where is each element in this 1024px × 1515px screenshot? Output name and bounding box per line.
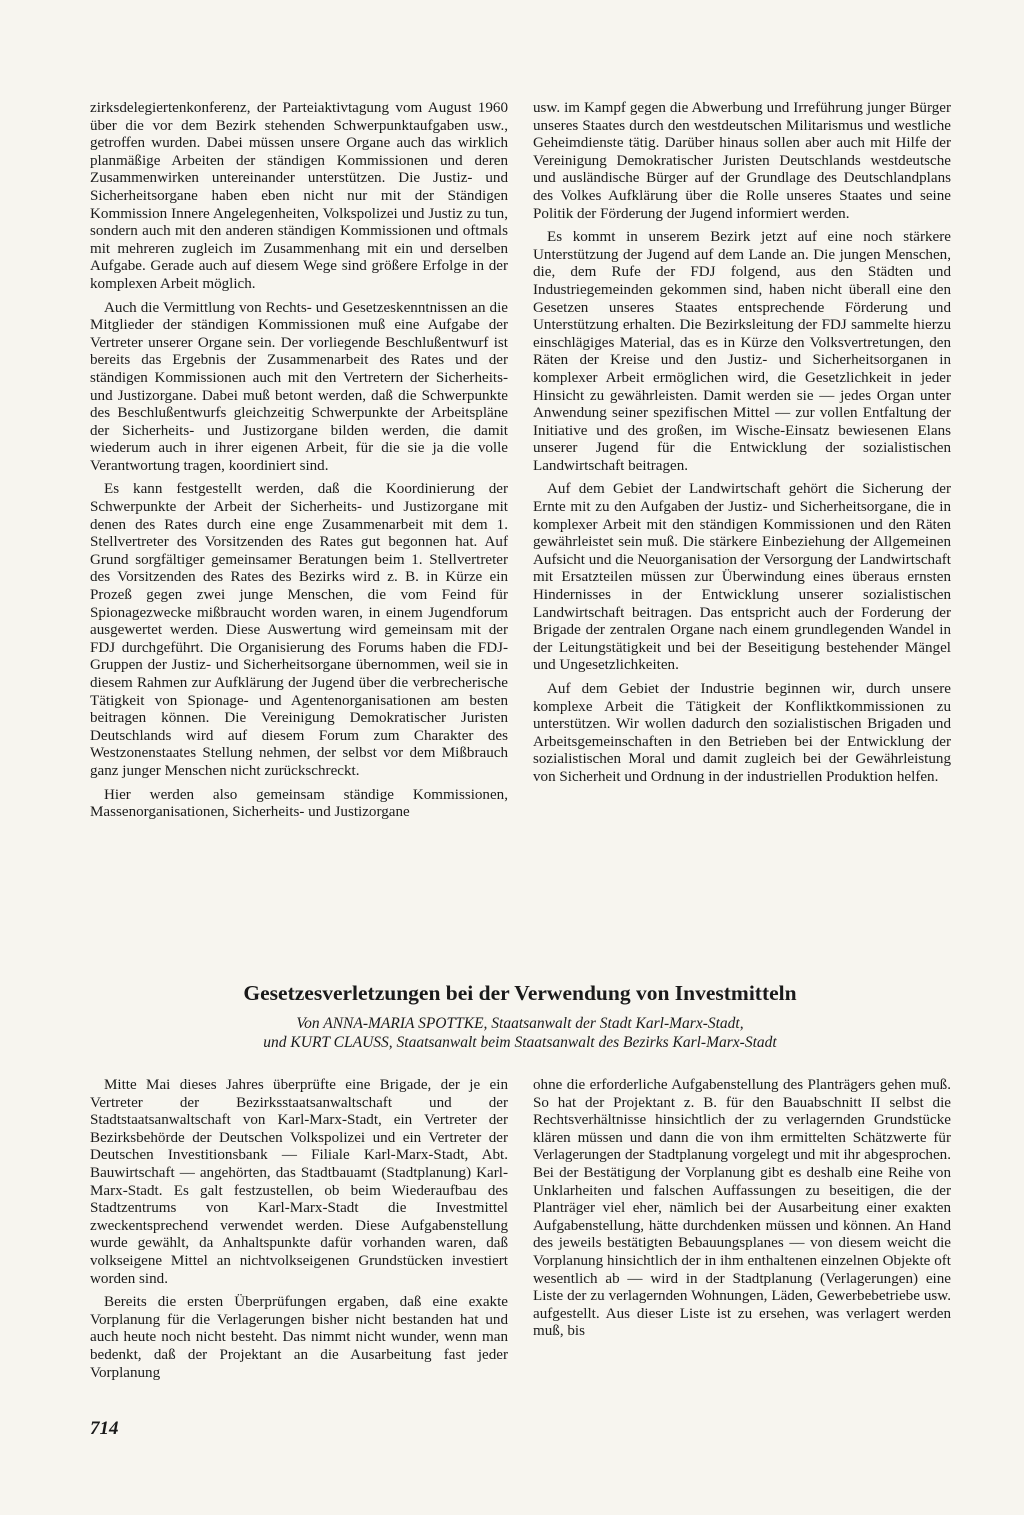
paragraph: Bereits die ersten Überprüfungen ergaben, daß eine exakte Vorplanung für die Verlagerungen bisher nicht bestanden hat und auch heute noch nicht besteht. Das nimmt nicht wunder, wenn man bedenkt, daß der Projektant an die Ausarbeitung fast jeder Vorplanung: [90, 1294, 508, 1381]
paragraph: Auf dem Gebiet der Industrie beginnen wir, durch unsere komplexe Arbeit die Tätigkeit der Konfliktkommissionen zu unterstützen. Wir wollen dadurch den sozialistischen Brigaden und Arbeitsgemeinschaften in den Betrieben bei der Entwicklung der sozialistischen Moral und damit zugleich bei der Gewährleistung von Sicherheit und Ordnung in der industriellen Produktion helfen.: [533, 681, 951, 785]
paragraph: Auch die Vermittlung von Rechts- und Gesetzeskenntnissen an die Mitglieder der ständigen Kommissionen muß eine Aufgabe der Vertreter unserer Organe sein. Der vorliegende Beschlußentwurf ist bereits das Ergebnis der Zusammenarbeit des Rates und der ständigen Kommissionen auch mit den Vertretern der Sicherheits- und Justizorgane. Dabei muß betont werden, daß die Schwerpunkte des Beschlußentwurfs gleichzeitig Schwerpunkte der Arbeitspläne der Sicherheits- und Justizorgane bilden werden, die damit wiederum auch in ihrer eigenen Arbeit, für die sie ja die volle Verantwortung tragen, koordiniert sind.: [90, 299, 508, 474]
paragraph: Auf dem Gebiet der Landwirtschaft gehört die Sicherung der Ernte mit zu den Aufgaben der Justiz- und Sicherheitsorgane, die in komplexer Arbeit mit den ständigen Kommissionen und den Räten gewährleistet sein muß. Die stärkere Einbeziehung der Allgemeinen Aufsicht und die Neuorganisation der Versorgung der Landwirtschaft mit Ersatzteilen müssen zur Überwindung eines überaus ernsten Hindernisses in der Entwicklung unserer sozialistischen Landwirtschaft beitragen. Das entspricht auch der Forderung der Brigade der zentralen Organe nach einem grundlegenden Wandel in der Leitungstätigkeit und bei der Beseitigung bestehender Mängel und Ungesetzlichkeiten.: [533, 481, 951, 674]
paragraph: usw. im Kampf gegen die Abwerbung und Irreführung junger Bürger unseres Staates durch den westdeutschen Militarismus und westliche Geheimdienste tätig. Darüber hinaus sollen aber auch mit Hilfe der Vereinigung Demokratischer Juristen Deutschlands westdeutsche und ausländische Bürger auf der Grundlage des Deutschlandplans des Volkes Aufklärung über die Rolle unseres Staates und seine Politik der Förderung der Jugend informiert werden.: [533, 100, 951, 222]
paragraph: Hier werden also gemeinsam ständige Kommissionen, Massenorganisationen, Sicherheits- und Justizorgane: [90, 786, 508, 821]
article-title: Gesetzesverletzungen bei der Verwendung von Investmitteln: [243, 981, 797, 1005]
article-left-column: [90, 1077, 508, 1388]
article-byline: und KURT CLAUSS, Staatsanwalt beim Staatsanwalt des Bezirks Karl-Marx-Stadt: [263, 1034, 777, 1051]
paragraph: Es kann festgestellt werden, daß die Koordinierung der Schwerpunkte der Arbeit der Sicherheits- und Justizorgane mit denen des Rates durch eine enge Zusammenarbeit mit dem 1. Stellvertreter des Vorsitzenden des Rates gut begonnen hat. Auf Grund sorgfältiger gemeinsamer Beratungen beim 1. Stellvertreter des Vorsitzenden des Rates des Bezirks wird z. B. in Kürze ein Prozeß gegen zwei junge Menschen, die vom Feind für Spionagezwecke mißbraucht worden waren, in einem Jugendforum ausgewertet werden. Diese Auswertung wird gemeinsam mit der FDJ durchgeführt. Die Organisierung des Forums haben die FDJ-Gruppen der Justiz- und Sicherheitsorgane übernommen, weil sie in diesem Rahmen zur Aufklärung der Jugend über die verbrecherische Tätigkeit von Spionage- und Agentenorganisationen am besten beitragen können. Die Vereinigung Demokratischer Juristen Deutschlands wird auf diesem Forum zum Charakter des Westzonenstaates Stellung nehmen, der selbst vor dem Mißbrauch ganz junger Menschen nicht zurückschreckt.: [90, 481, 508, 779]
paragraph: Mitte Mai dieses Jahres überprüfte eine Brigade, der je ein Vertreter der Bezirksstaatsanwaltschaft und der Stadtstaatsanwaltschaft von Karl-Marx-Stadt, ein Vertreter der Bezirksbehörde der Deutschen Volkspolizei und ein Vertreter der Deutschen Investitionsbank — Filiale Karl-Marx-Stadt, Abt. Bauwirtschaft — angehörten, das Stadtbauamt (Stadtplanung) Karl-Marx-Stadt. Es galt festzustellen, ob beim Wiederaufbau des Stadtzentrums von Karl-Marx-Stadt die Investmittel zweckentsprechend verwendet werden. Diese Aufgabenstellung wurde gewählt, da Anhaltspunkte dafür vorhanden waren, daß volkseigene Mittel an nichtvolkseigenen Grundstücken investiert worden sind.: [90, 1077, 508, 1287]
top-article-left-column: [90, 100, 508, 828]
paragraph: ohne die erforderliche Aufgabenstellung des Planträgers gehen muß. So hat der Projektant z. B. für den Bauabschnitt II selbst die Rechtsverhältnisse hinsichtlich der zu verlagernden Grundstücke klären müssen und dann die von ihm ermittelten Schätzwerte für Verlagerungen der Stadtplanung vorgelegt und mit ihr abgesprochen. Bei der Bestätigung der Vorplanung gibt es deshalb eine Reihe von Unklarheiten und falschen Auffassungen zu beseitigen, die der Planträger viel eher, nämlich bei der Ausarbeitung einer exakten Aufgabenstellung, hätte durchdenken müssen und können. An Hand des jeweils bestätigten Bebauungsplanes — von diesem weicht die Vorplanung hinsichtlich der in ihm enthaltenen einzelnen Objekte oft wesentlich ab — wird in der Stadtplanung (Verlagerungen) eine Liste der zu verlagernden Wohnungen, Läden, Gewerbebetriebe usw. aufgestellt. Aus dieser Liste ist zu ersehen, was verlagert werden muß, bis: [533, 1077, 951, 1340]
paragraph: Es kommt in unserem Bezirk jetzt auf eine noch stärkere Unterstützung der Jugend auf dem Lande an. Die jungen Menschen, die, dem Rufe der FDJ folgend, aus den Städten und Industriegemeinden gekommen sind, haben nicht überall eine den Gesetzen unseres Staates entsprechende Förderung und Unterstützung erhalten. Die Bezirksleitung der FDJ sammelte hierzu einschlägiges Material, das es in Kürze den Volksvertretungen, den Räten der Kreise und den Justiz- und Sicherheitsorganen in komplexer Arbeit ermöglichen wird, die Gesetzlichkeit in jeder Hinsicht zu gewährleisten. Damit werden sie — jedes Organ unter Anwendung seiner spezifischen Mittel — zur vollen Entfaltung der Initiative und des großen, im Wische-Einsatz bewiesenen Elans unserer Jugend für die Entwicklung der sozialistischen Landwirtschaft beitragen.: [533, 229, 951, 474]
article-right-column: [533, 1077, 951, 1347]
page-number: 714: [90, 1418, 119, 1439]
top-article-right-column: [533, 100, 951, 793]
article-byline: Von ANNA-MARIA SPOTTKE, Staatsanwalt der Stadt Karl-Marx-Stadt,: [296, 1015, 744, 1032]
paragraph: zirksdelegiertenkonferenz, der Parteiaktivtagung vom August 1960 über die vor dem Bezirk stehenden Schwerpunktaufgaben usw., getroffen wurden. Dabei müssen unsere Organe auch das wirklich planmäßige Arbeiten der ständigen Kommissionen und deren Zusammenwirken untereinander unterstützen. Die Justiz- und Sicherheitsorgane haben eben nicht nur mit der Ständigen Kommission Innere Angelegenheiten, Volkspolizei und Justiz zu tun, sondern auch mit den anderen ständigen Kommissionen und oftmals mit mehreren zugleich im Zusammenhang mit ein und derselben Aufgabe. Gerade auch auf diesem Wege sind größere Erfolge in der komplexen Arbeit möglich.: [90, 100, 508, 292]
